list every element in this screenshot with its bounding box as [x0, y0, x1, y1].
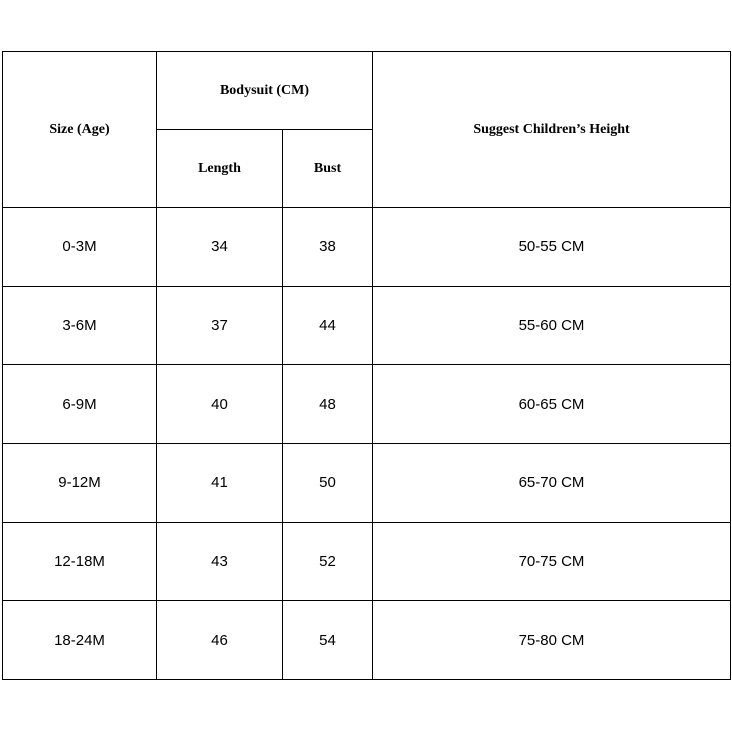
bust-header [283, 130, 373, 208]
bust-cell: 54 [283, 601, 373, 680]
size-cell: 6-9M [3, 365, 157, 444]
table-body [3, 208, 731, 680]
length-cell: 37 [157, 286, 283, 365]
height-header [373, 52, 731, 208]
bodysuit-header [157, 52, 373, 130]
size-age-header [3, 52, 157, 208]
bust-header-label: Bust [313, 160, 342, 176]
height-cell: 75-80 CM [373, 601, 731, 680]
table-row [3, 365, 731, 444]
length-header [157, 130, 283, 208]
table-row [3, 601, 731, 680]
bust-cell: 52 [283, 522, 373, 601]
table-row [3, 286, 731, 365]
length-cell: 40 [157, 365, 283, 444]
height-cell: 70-75 CM [373, 522, 731, 601]
bodysuit-header-label: Bodysuit (CM) [219, 82, 310, 98]
length-cell: 34 [157, 208, 283, 287]
size-cell: 12-18M [3, 522, 157, 601]
size-cell: 9-12M [3, 443, 157, 522]
bust-cell: 48 [283, 365, 373, 444]
length-header-label: Length [198, 160, 241, 176]
height-header-label: Suggest Children’s Height [473, 121, 630, 137]
table-header [3, 52, 731, 208]
height-cell: 55-60 CM [373, 286, 731, 365]
size-age-header-label: Size (Age) [49, 121, 110, 137]
bust-cell: 38 [283, 208, 373, 287]
height-cell: 50-55 CM [373, 208, 731, 287]
table-row [3, 443, 731, 522]
size-cell: 18-24M [3, 601, 157, 680]
size-chart-table [2, 51, 731, 680]
height-cell: 60-65 CM [373, 365, 731, 444]
size-cell: 0-3M [3, 208, 157, 287]
bust-cell: 44 [283, 286, 373, 365]
length-cell: 46 [157, 601, 283, 680]
bust-cell: 50 [283, 443, 373, 522]
length-cell: 43 [157, 522, 283, 601]
size-cell: 3-6M [3, 286, 157, 365]
length-cell: 41 [157, 443, 283, 522]
header-row-top [3, 52, 731, 130]
table-row [3, 208, 731, 287]
table-row [3, 522, 731, 601]
height-cell: 65-70 CM [373, 443, 731, 522]
